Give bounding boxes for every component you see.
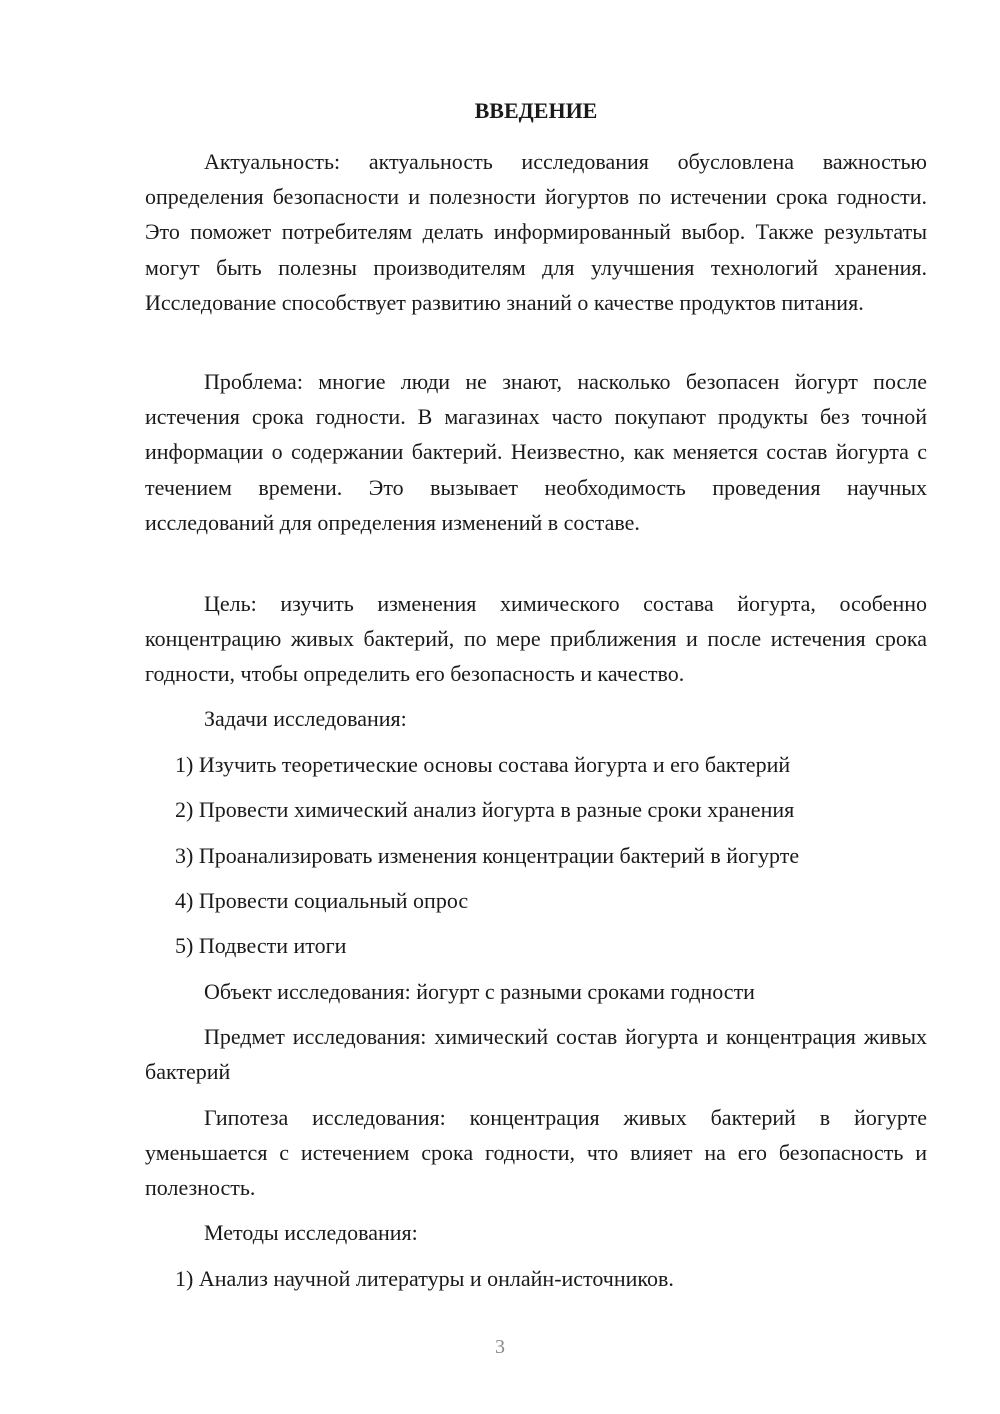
subject-paragraph: Предмет исследования: химический состав йогурта и концентрация живых бактерий	[145, 1024, 927, 1085]
task-item: 3) Проанализировать изменения концентрации бактерий в йогурте	[175, 843, 800, 868]
page-number: 3	[495, 1336, 505, 1358]
task-item: 5) Подвести итоги	[175, 933, 347, 958]
task-item: 4) Провести социальный опрос	[175, 888, 469, 913]
task-item: 2) Провести химический анализ йогурта в разные сроки хранения	[175, 797, 795, 822]
hypothesis-paragraph: Гипотеза исследования: концентрация живых бактерий в йогурте уменьшается с истечением срока годности, что влияет на его безопасность и полезность.	[145, 1105, 927, 1201]
goal-paragraph: Цель: изучить изменения химического состава йогурта, особенно концентрацию живых бактерий, по мере приближения и после истечения срока годности, чтобы определить его безопасность и качество.	[145, 591, 927, 687]
tasks-heading: Задачи исследования:	[204, 706, 407, 731]
section-heading: ВВЕДЕНИЕ	[474, 98, 598, 123]
method-item: 1) Анализ научной литературы и онлайн-источников.	[175, 1266, 674, 1291]
relevance-paragraph: Актуальность: актуальность исследования обусловлена важностью определения безопасности и полезности йогуртов по истечении срока годности. Это поможет потребителям делать информированный выбор. Также результаты могут быть полезны производителям для улучшения технологий хранения. Исследование способствует развитию знаний о качестве продуктов питания.	[145, 149, 927, 315]
object-paragraph: Объект исследования: йогурт с разными сроками годности	[204, 979, 755, 1004]
problem-paragraph: Проблема: многие люди не знают, насколько безопасен йогурт после истечения срока годности. В магазинах часто покупают продукты без точной информации о содержании бактерий. Неизвестно, как меняется состав йогурта с течением времени. Это вызывает необходимость проведения научных исследований для определения изменений в составе.	[145, 369, 927, 535]
task-item: 1) Изучить теоретические основы состава йогурта и его бактерий	[175, 752, 791, 777]
methods-heading: Методы исследования:	[204, 1220, 418, 1245]
